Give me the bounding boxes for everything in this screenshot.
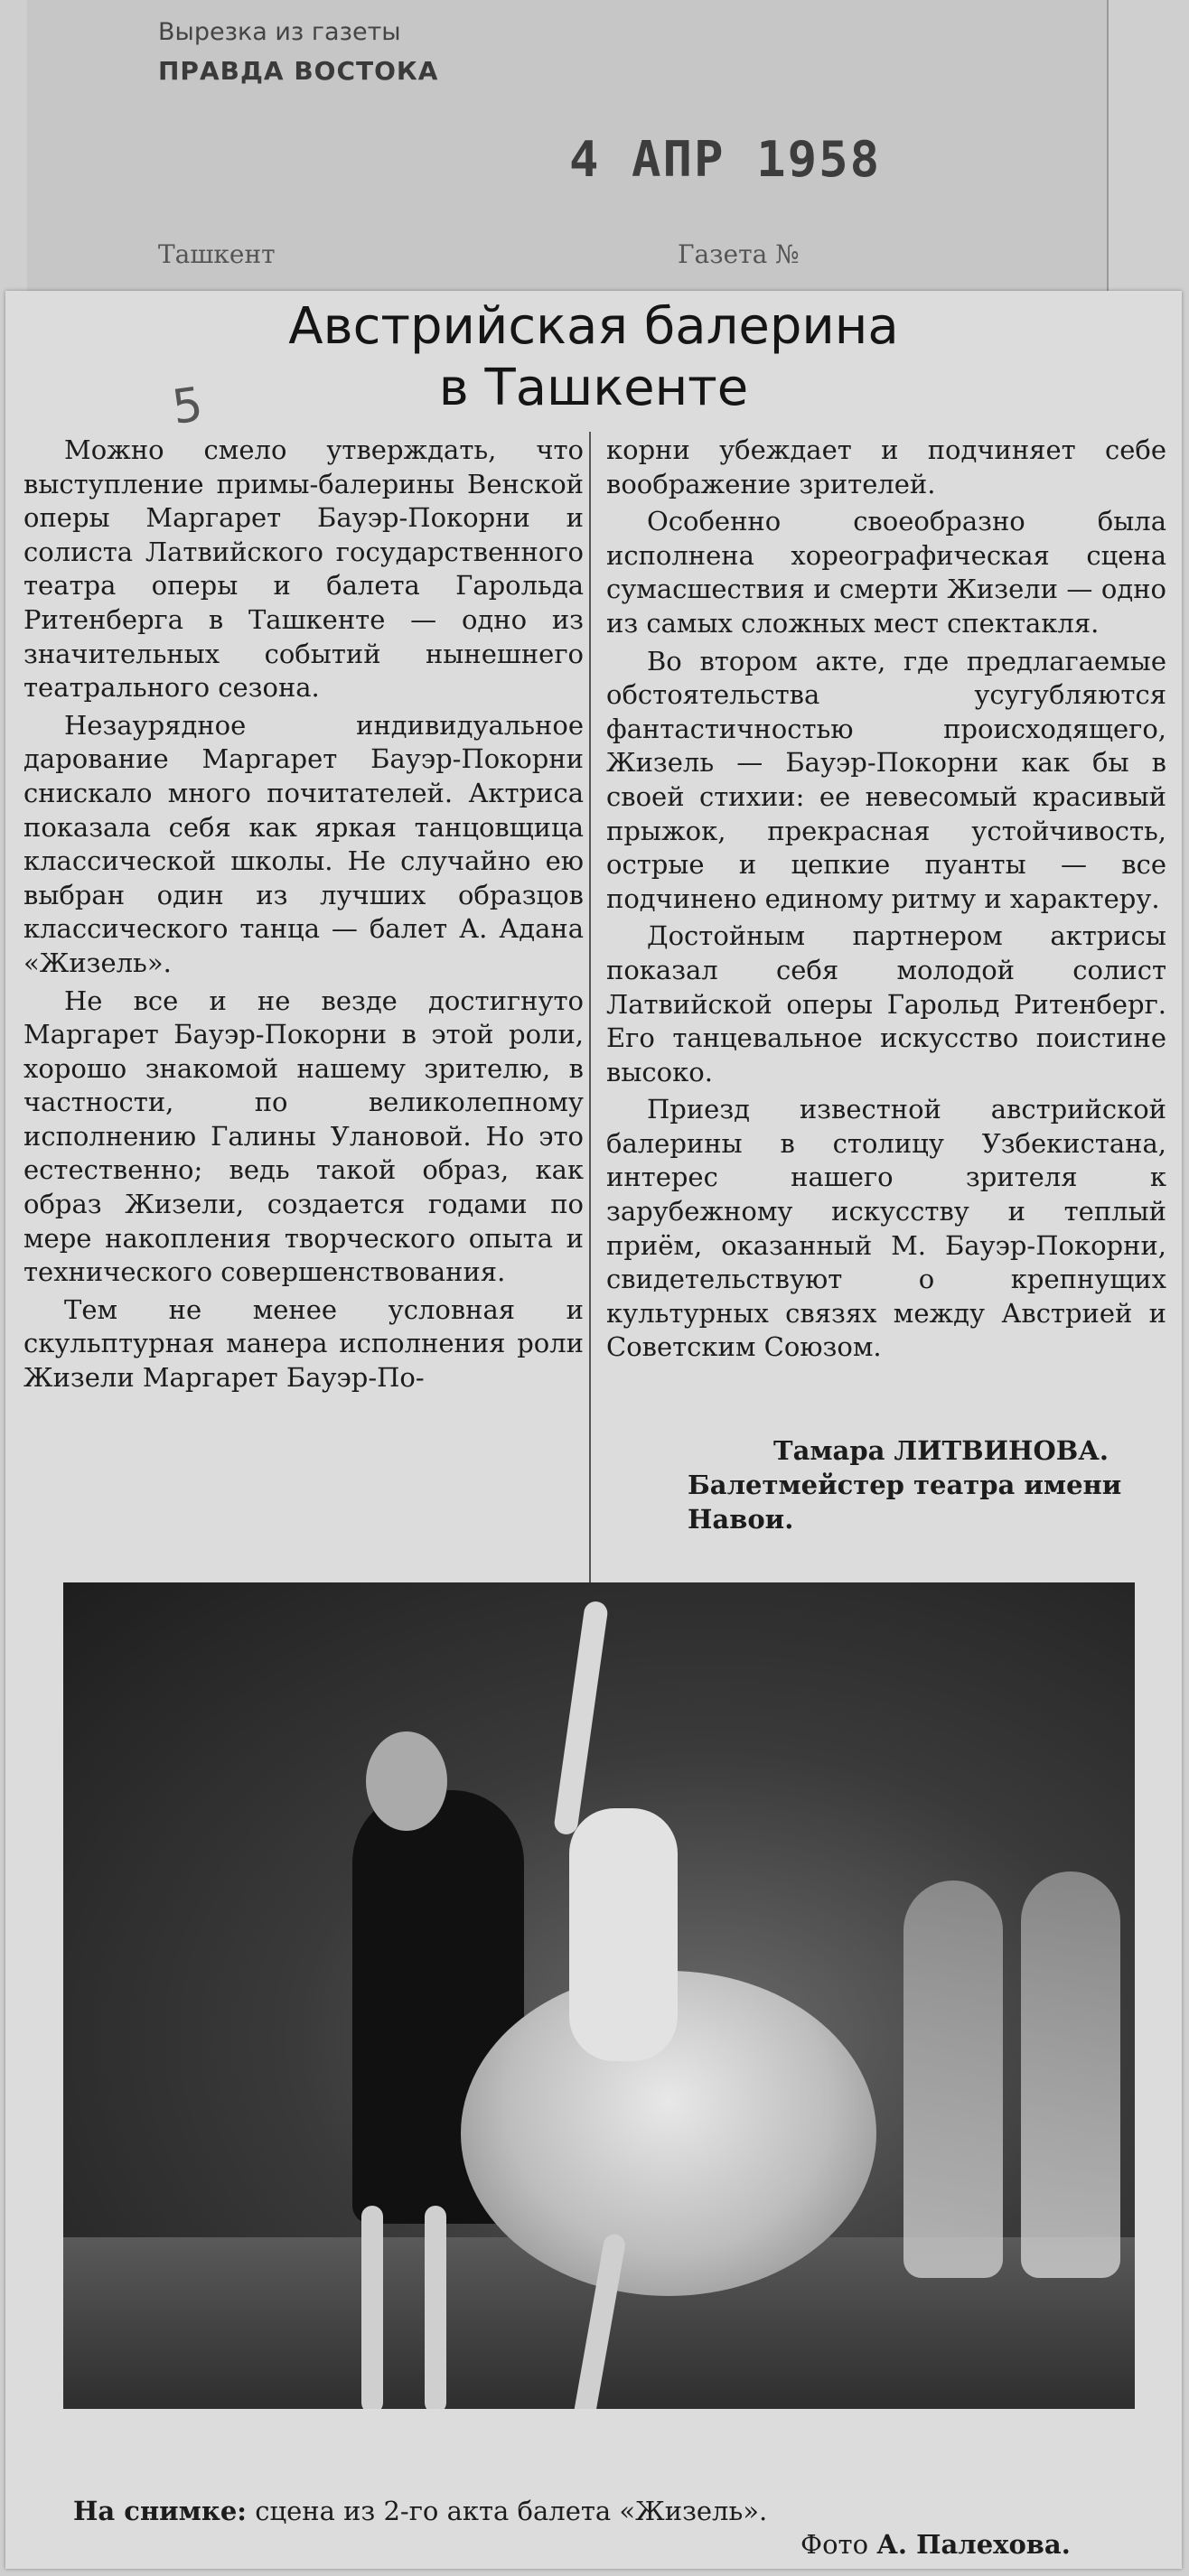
photo-caption <box>73 2493 1139 2529</box>
photographer-name: А. Палехова. <box>876 2529 1071 2560</box>
pencil-mark: 5 <box>168 377 207 436</box>
paragraph: Достойным партнером актрисы показал себя молодой солист Латвийской оперы Гарольд Ритенберг. Его танцевальное искусство поистине высоко. <box>606 920 1166 1087</box>
city-field: Ташкент <box>158 239 276 269</box>
ballet-photo <box>63 1582 1135 2409</box>
left-column <box>23 434 584 1399</box>
clipping-label <box>27 0 1109 312</box>
right-column <box>606 434 1166 1368</box>
paragraph: Тем не менее условная и скульптурная манера исполнения роли Жизели Маргарет Бауэр-По- <box>23 1293 584 1394</box>
paragraph: корни убеждает и подчиняет себе воображение зрителей. <box>606 434 1166 499</box>
newspaper-name: ПРАВДА ВОСТОКА <box>158 56 439 86</box>
paragraph: Незаурядное индивидуальное дарование Маргарет Бауэр-Покорни снискало много почитателей. Актриса показала себя как яркая танцовщица классической школы. Не случайно ею выбран один из лучших образцов классического танца — балет А. Адана «Жизель». <box>23 709 584 978</box>
paragraph: Особенно своеобразно была исполнена хореографическая сцена сумасшествия и смерти Жизели — одно из самых сложных мест спектакля. <box>606 506 1166 639</box>
credit-label: Фото <box>800 2529 877 2560</box>
headline-line-1: Австрийская балерина <box>288 297 899 356</box>
paragraph: Можно смело утверждать, что выступление примы-балерины Венской оперы Маргарет Бауэр-Покорни и солиста Латвийского государственного театра оперы и балета Гарольда Ритенберга в Ташкенте — одно из значительных событий нынешнего театрального сезона. <box>23 434 584 704</box>
caption-text: сцена из 2-го акта балета «Жизель». <box>246 2496 768 2526</box>
photo-credit <box>800 2529 1071 2560</box>
issue-field: Газета № <box>678 239 800 269</box>
author-name: Тамара ЛИТВИНОВА. <box>773 1435 1109 1466</box>
newspaper-clipping <box>5 291 1182 2569</box>
clipping-source-line: Вырезка из газеты <box>158 18 401 46</box>
paragraph: Во втором акте, где предлагаемые обстоятельства усугубляются фантастичностью происходящего, Жизель — Бауэр-Покорни как бы в своей стихии: ее невесомый красивый прыжок, прекрасная устойчивость, острые и цепкие пуанты — все подчинено единому ритму и характеру. <box>606 645 1166 914</box>
author-signature <box>688 1433 1157 1536</box>
dancer-leg <box>361 2206 383 2409</box>
ballerina-arm <box>553 1600 609 1835</box>
date-stamp: 4 АПР 1958 <box>569 131 882 188</box>
author-title: Балетмейстер театра имени Навои. <box>688 1470 1122 1535</box>
ballerina <box>569 1808 678 2061</box>
background-dancer <box>1021 1871 1120 2278</box>
paragraph: Приезд известной австрийской балерины в столицу Узбекистана, интерес нашего зрителя к зарубежному искусству и теплый приём, оказанный М. Бауэр-Покорни, свидетельствуют о крепнущих культурных связях между Австрией и Советским Союзом. <box>606 1094 1166 1363</box>
male-dancer-head <box>366 1731 447 1831</box>
headline-line-2: в Ташкенте <box>438 359 749 417</box>
dancer-leg <box>425 2206 446 2409</box>
background-dancer <box>903 1881 1003 2278</box>
paragraph: Не все и не везде достигнуто Маргарет Бауэр-Покорни в этой роли, хорошо знакомой нашему зрителю, в частности, по великолепному исполнению Галины Улановой. Но это естественно; ведь такой образ, как образ Жизели, создается годами по мере накопления творческого опыта и технического совершенствования. <box>23 985 584 1288</box>
caption-label: На снимке: <box>73 2496 247 2526</box>
